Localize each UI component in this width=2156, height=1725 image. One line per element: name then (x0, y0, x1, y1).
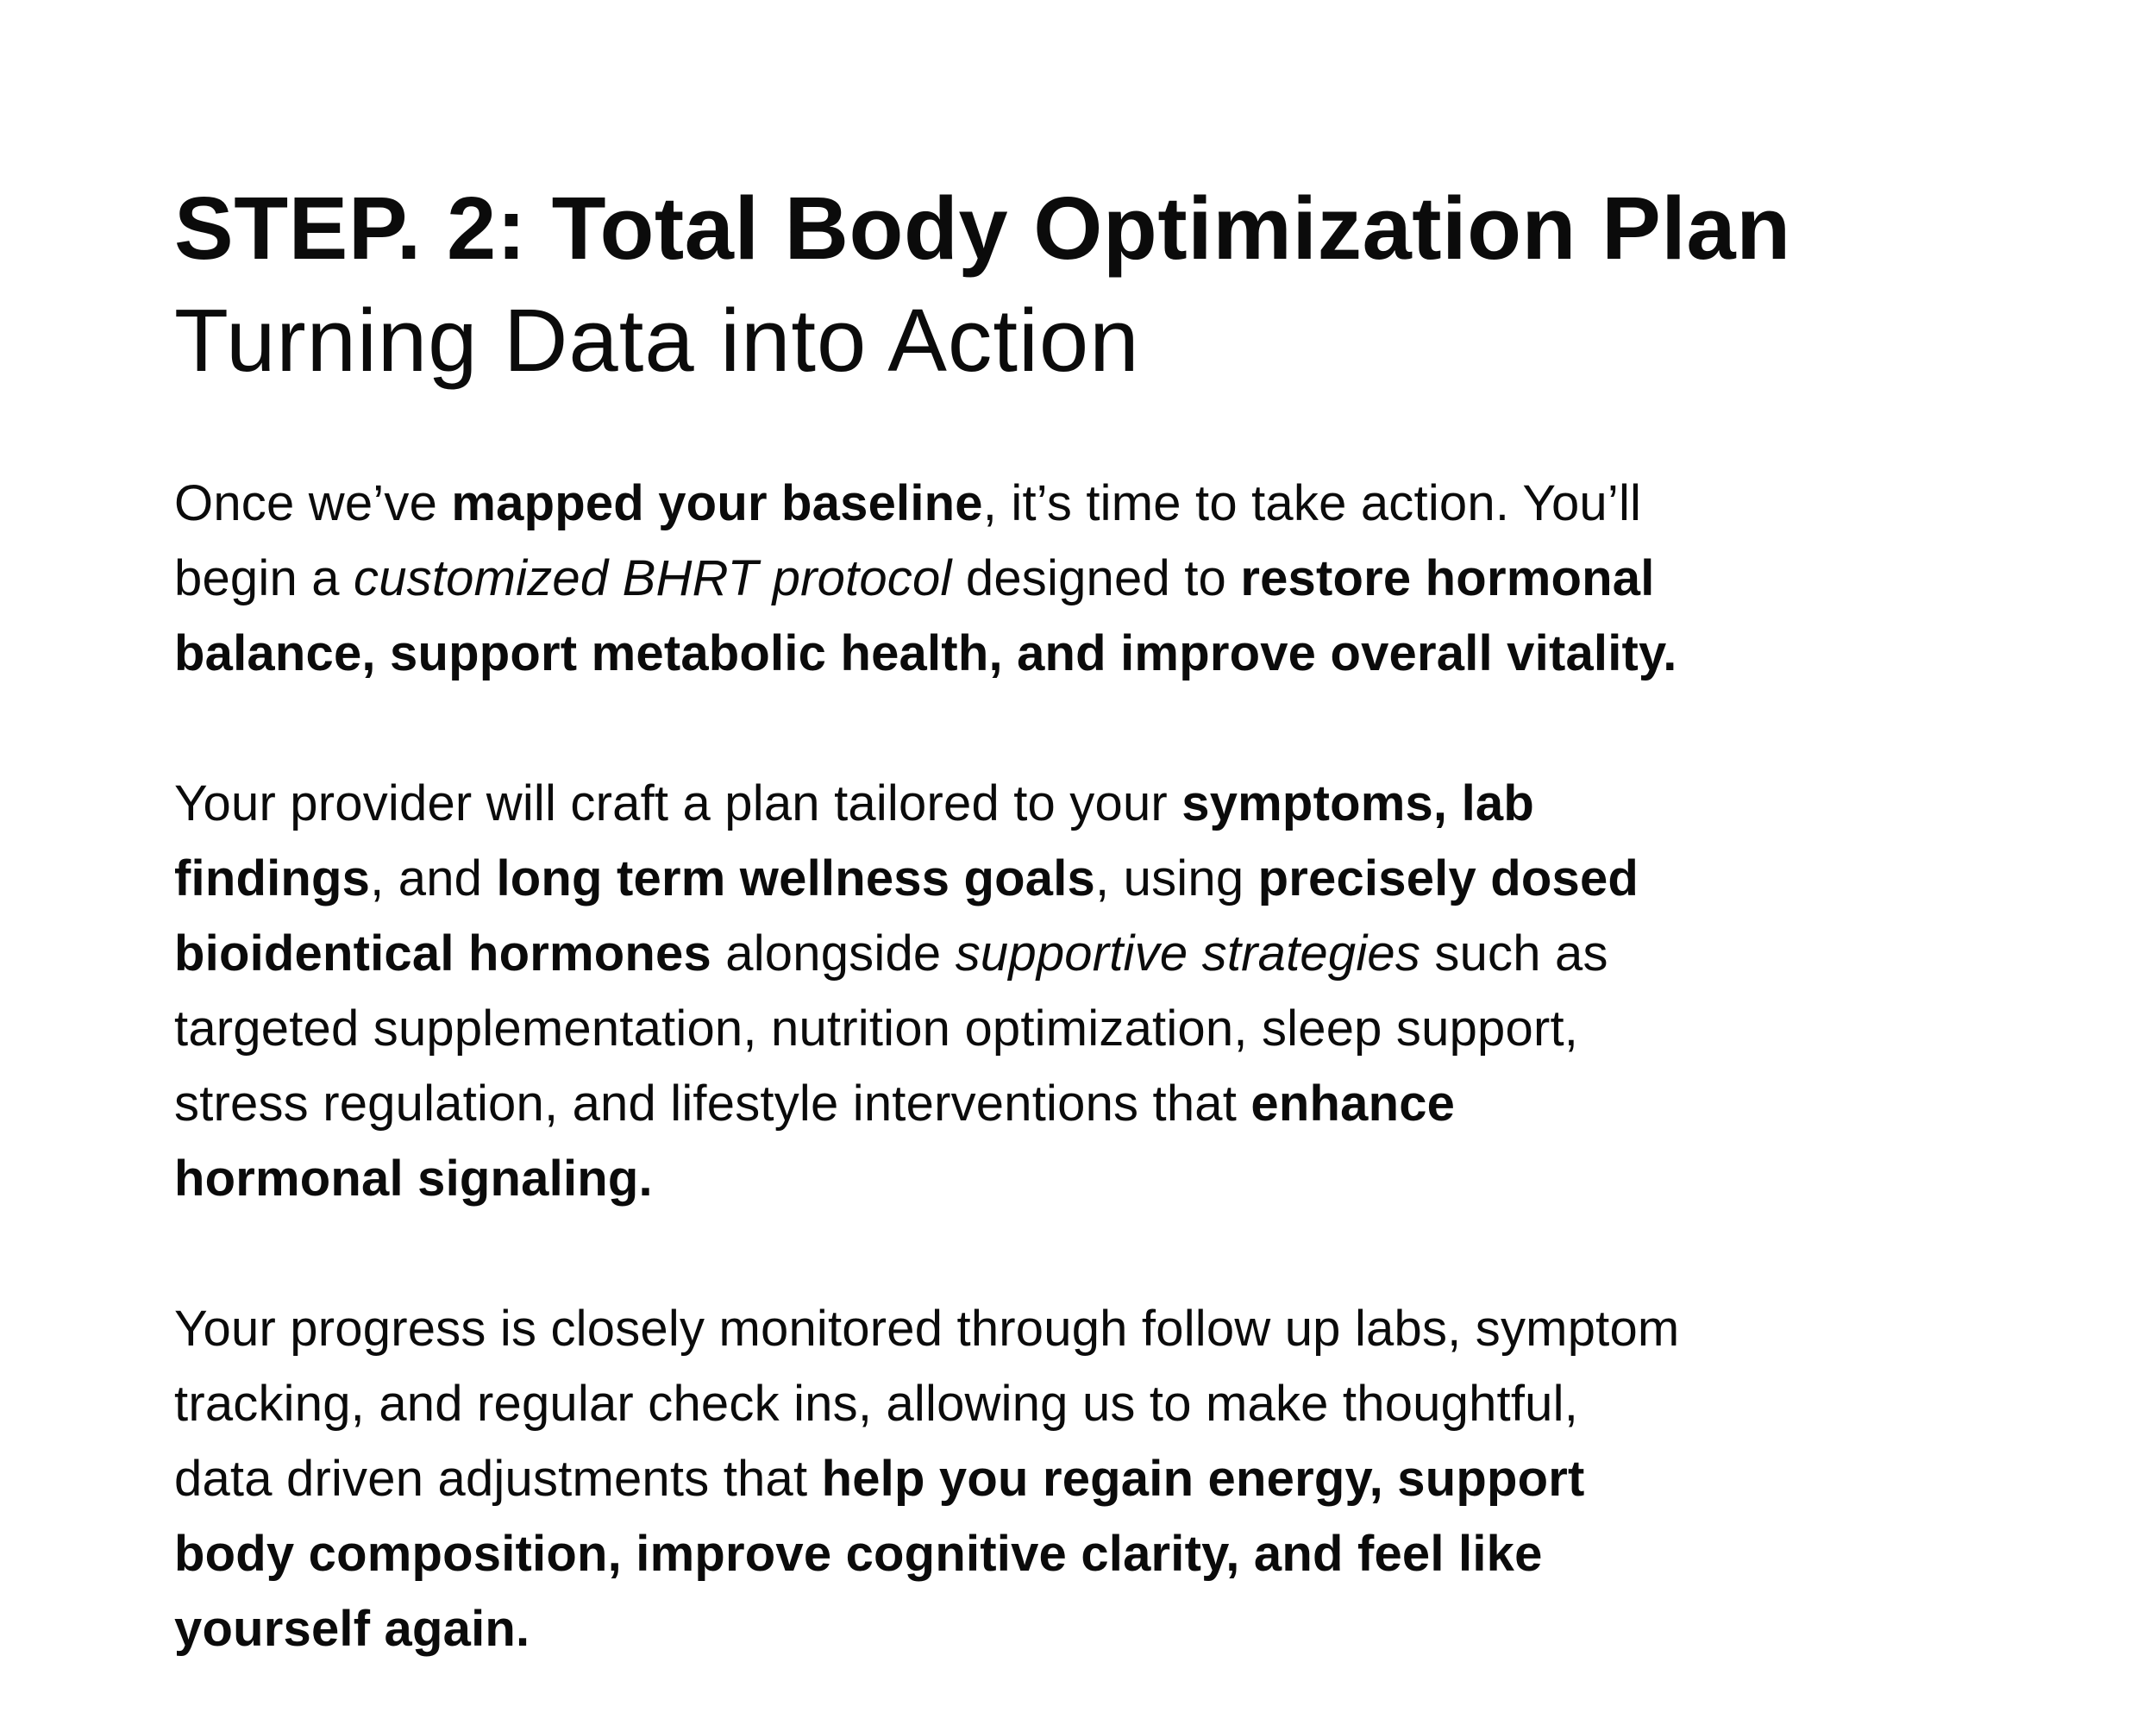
text-run: designed to (951, 550, 1241, 606)
paragraph-line (174, 1516, 2028, 1591)
paragraph-line (174, 541, 2028, 616)
paragraph-1 (174, 466, 2028, 691)
text-run: alongside (711, 925, 956, 982)
page-subtitle: Turning Data into Action (174, 291, 1140, 390)
document-page (174, 172, 2028, 1666)
bold-text: precisely dosed (1257, 850, 1639, 906)
bold-text: restore hormonal (1240, 550, 1655, 606)
paragraph-2 (174, 766, 2028, 1216)
paragraph-line (174, 1291, 2028, 1366)
paragraph-line (174, 1066, 2028, 1141)
text-run: Your provider will craft a plan tailored to your (174, 775, 1182, 831)
text-run: , it’s time to take action. You’ll (982, 475, 1642, 531)
text-run: Your progress is closely monitored through follow up labs, symptom (174, 1301, 1680, 1357)
text-run: Once we’ve (174, 475, 452, 531)
paragraph-line (174, 1366, 2028, 1441)
text-run: targeted supplementation, nutrition optimization, sleep support, (174, 1000, 1579, 1057)
text-run: tracking, and regular check ins, allowing us to make thoughtful, (174, 1376, 1579, 1432)
text-run: such as (1420, 925, 1608, 982)
italic-text: customized BHRT protocol (354, 550, 952, 606)
paragraph-line (174, 1141, 2028, 1216)
body-text (174, 466, 2028, 1666)
text-run: stress regulation, and lifestyle interventions that (174, 1076, 1251, 1132)
paragraph-line (174, 841, 2028, 916)
bold-text: yourself again. (174, 1601, 530, 1657)
text-run: , and (370, 850, 497, 906)
bold-text: symptoms, lab (1181, 775, 1534, 831)
text-run: , using (1095, 850, 1258, 906)
text-run: data driven adjustments that (174, 1451, 822, 1507)
paragraph-line (174, 991, 2028, 1066)
bold-text: findings (174, 850, 371, 906)
bold-text: enhance (1250, 1076, 1456, 1132)
paragraph-line (174, 616, 2028, 691)
page-title: STEP. 2: Total Body Optimization Plan (174, 179, 1791, 278)
bold-text: help you regain energy, support (821, 1451, 1585, 1507)
bold-text: mapped your baseline (451, 475, 983, 531)
paragraph-line (174, 466, 2028, 541)
paragraph-line (174, 1441, 2028, 1516)
paragraph-line (174, 1591, 2028, 1666)
paragraph-line (174, 766, 2028, 841)
bold-text: hormonal signaling. (174, 1151, 653, 1207)
bold-text: bioidentical hormones (174, 925, 711, 982)
bold-text: body composition, improve cognitive clarity, and feel like (174, 1526, 1543, 1582)
paragraph-3 (174, 1291, 2028, 1666)
text-run: begin a (174, 550, 354, 606)
italic-text: supportive strategies (955, 925, 1421, 982)
paragraph-line (174, 916, 2028, 991)
bold-text: long term wellness goals (496, 850, 1095, 906)
bold-text: balance, support metabolic health, and improve overall vitality. (174, 625, 1677, 681)
